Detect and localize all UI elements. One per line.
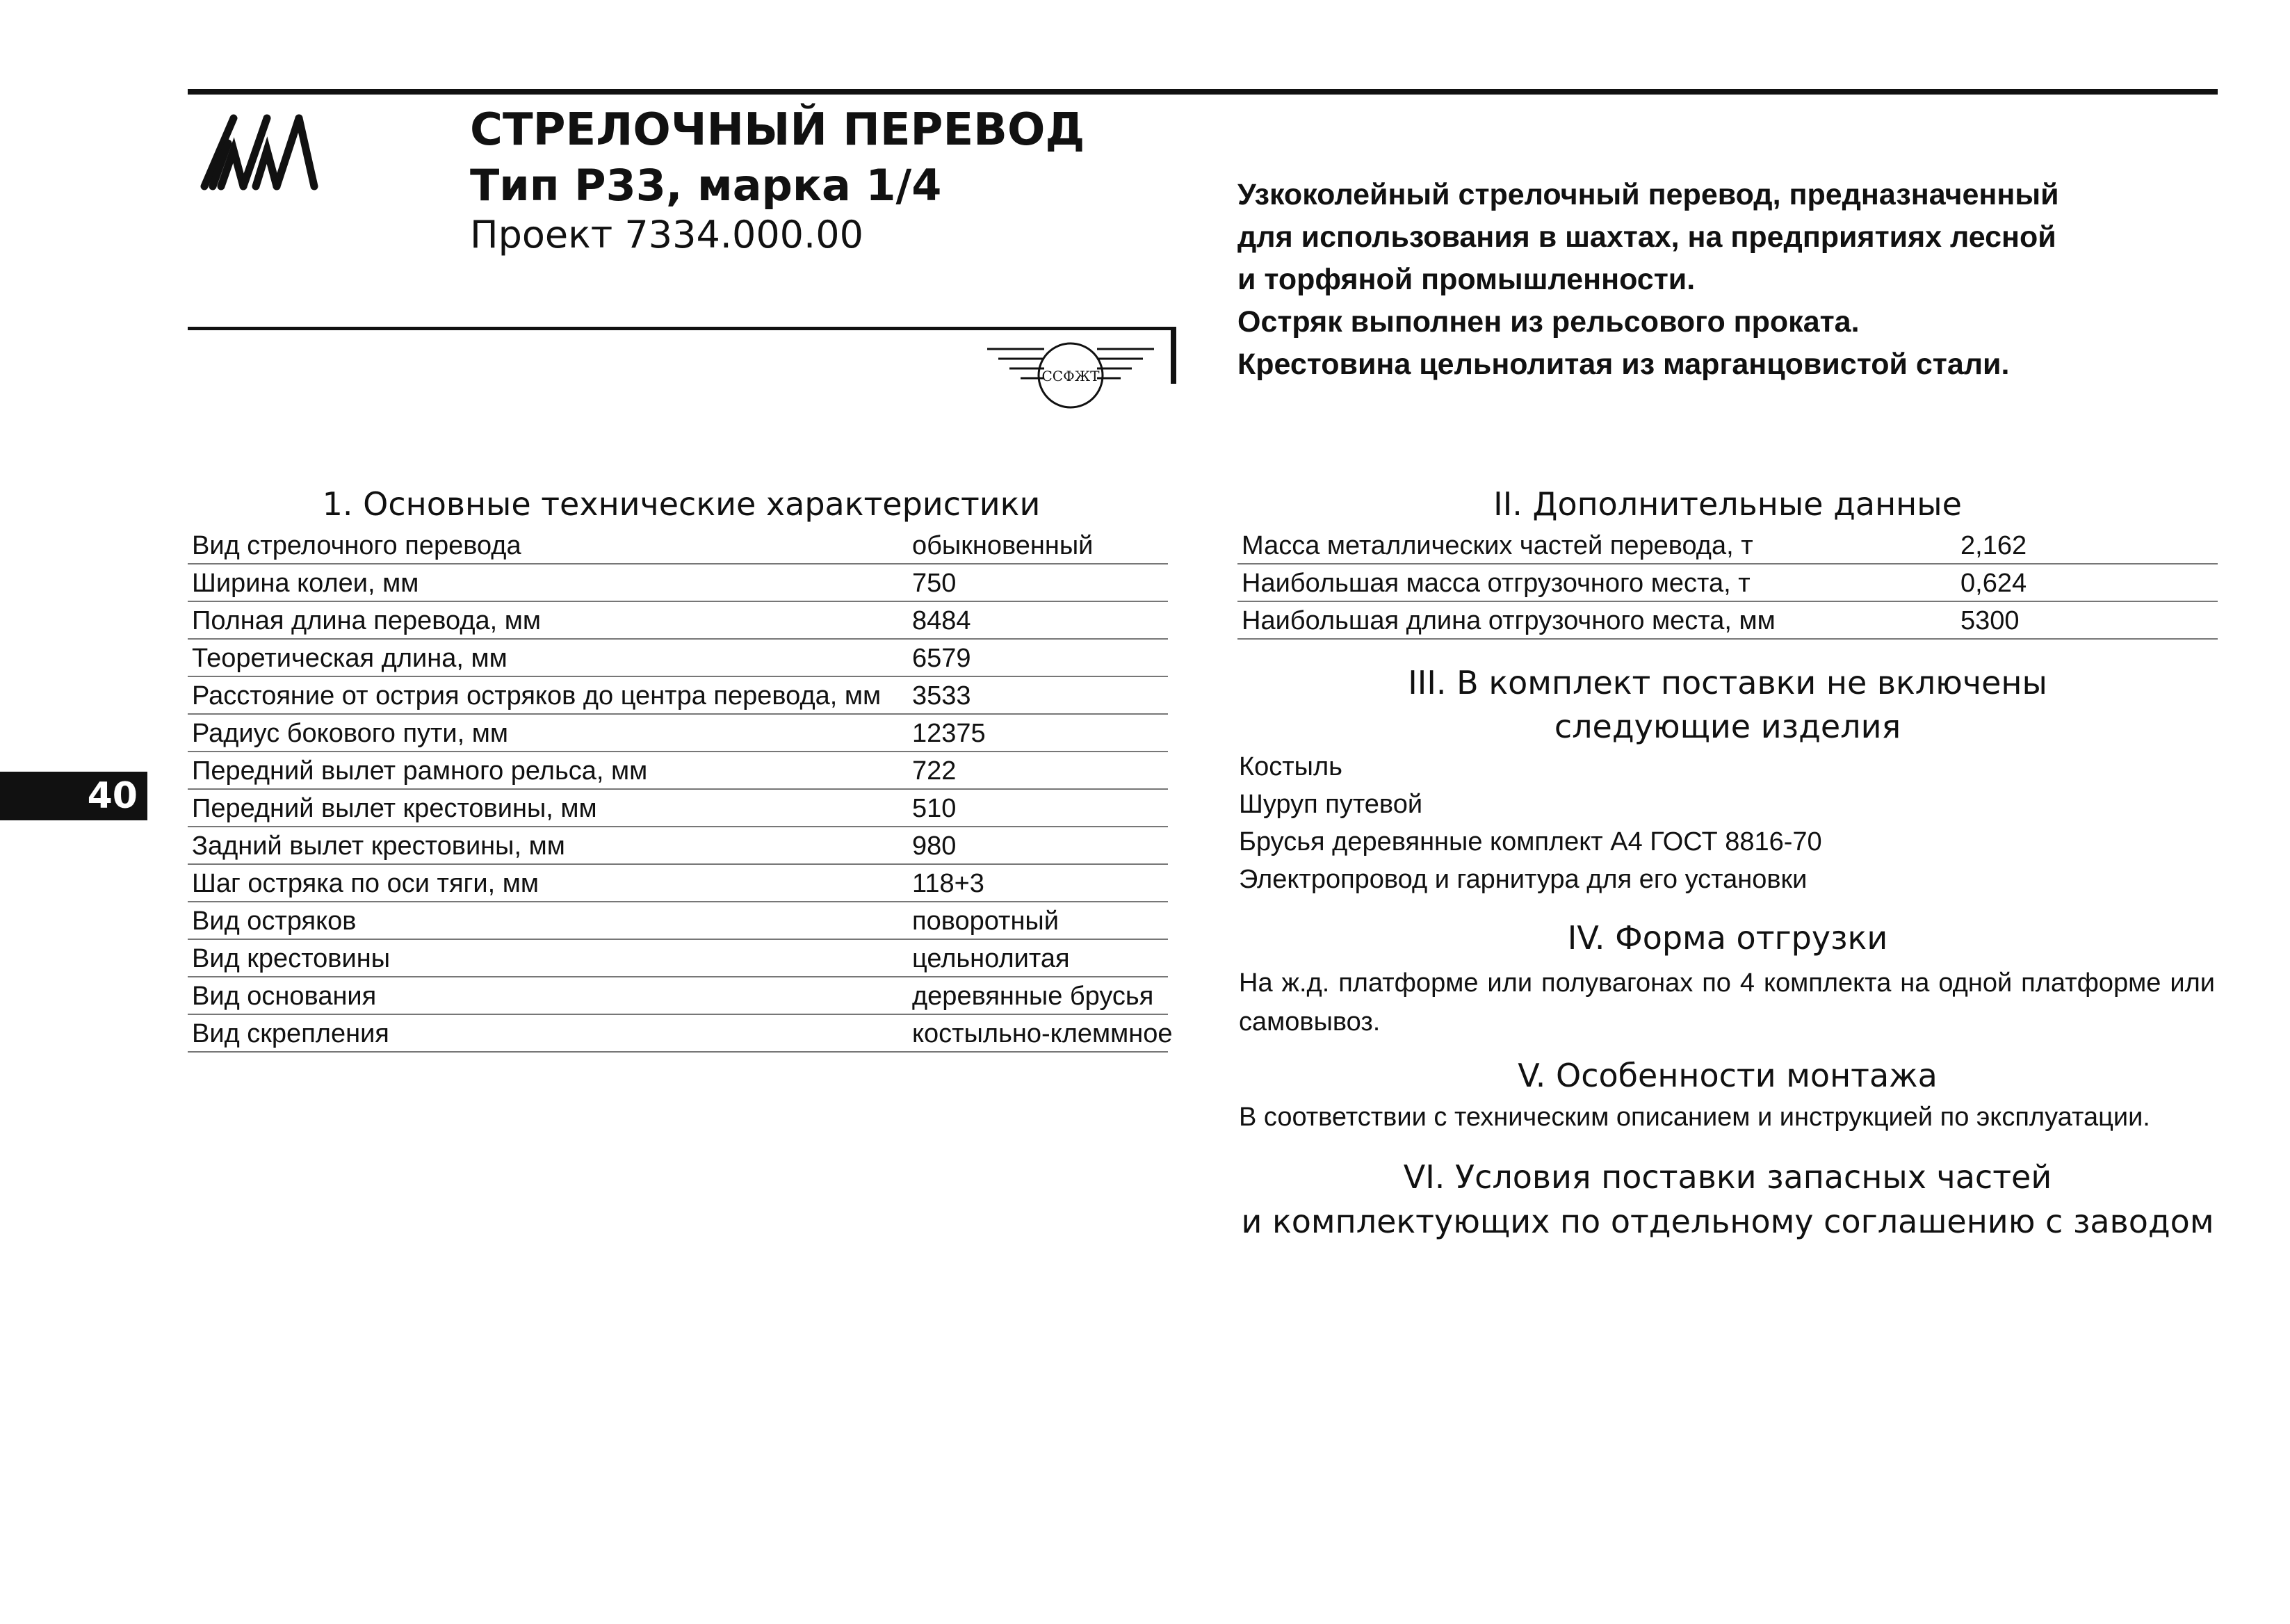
row-label: Вид скрепления — [192, 1019, 389, 1048]
description-line: Крестовина цельнолитая из марганцовистой стали. — [1237, 348, 2010, 381]
list-item: Шуруп путевой — [1239, 790, 1423, 819]
header-divider-end — [1171, 327, 1176, 384]
row-label: Передний вылет крестовины, мм — [192, 794, 597, 823]
parts-heading: VI. Условия поставки запасных частей — [1403, 1158, 2052, 1196]
page-title: СТРЕЛОЧНЫЙ ПЕРЕВОД — [470, 104, 1085, 156]
row-value: 750 — [912, 569, 957, 598]
table-row — [188, 602, 1168, 640]
row-label: Ширина колеи, мм — [192, 569, 419, 598]
row-label: Теоретическая длина, мм — [192, 644, 507, 673]
table-row — [188, 715, 1168, 752]
description-line: Остряк выполнен из рельсового проката. — [1237, 305, 1860, 339]
table-row — [188, 1015, 1173, 1053]
table-row — [188, 527, 1168, 565]
table-row — [1237, 602, 2218, 640]
company-logo-icon — [197, 108, 323, 192]
mounting-text: В соответствии с техническим описанием и инструкцией по эксплуатации. — [1239, 1103, 2150, 1132]
emblem-icon — [980, 334, 1161, 424]
row-label: Задний вылет крестовины, мм — [192, 831, 565, 861]
product-type: Тип Р33, марка 1/4 — [470, 160, 942, 211]
project-number: Проект 7334.000.00 — [470, 213, 863, 257]
description-line: Узкоколейный стрелочный перевод, предназначенный — [1237, 178, 2059, 211]
header-divider — [188, 327, 1175, 330]
mounting-heading: V. Особенности монтажа — [1518, 1057, 1938, 1094]
row-value: цельнолитая — [912, 944, 1070, 973]
row-label: Вид крестовины — [192, 944, 391, 973]
table-row — [1237, 565, 2218, 602]
row-label: Шаг остряка по оси тяги, мм — [192, 869, 539, 898]
table-row — [188, 827, 1168, 865]
row-label: Вид стрелочного перевода — [192, 531, 521, 560]
table-row — [188, 902, 1168, 940]
row-value: костыльно-клеммное — [912, 1019, 1173, 1048]
row-value: 510 — [912, 794, 957, 823]
description-line: и торфяной промышленности. — [1237, 263, 1696, 296]
row-value: 8484 — [912, 606, 971, 635]
table-row — [188, 790, 1168, 827]
row-value: обыкновенный — [912, 531, 1094, 560]
row-label: Наибольшая длина отгрузочного места, мм — [1242, 606, 1776, 635]
row-value: 722 — [912, 756, 957, 786]
table-row — [188, 940, 1168, 977]
table-row — [1237, 527, 2218, 565]
table-row — [188, 640, 1168, 677]
page-number: 40 — [0, 772, 147, 820]
table-row — [188, 865, 1168, 902]
excluded-list — [1239, 748, 1822, 898]
extra-heading: II. Дополнительные данные — [1493, 485, 1962, 523]
row-label: Радиус бокового пути, мм — [192, 719, 509, 748]
table-row — [188, 977, 1168, 1015]
top-rule — [188, 89, 2218, 95]
specs-table — [188, 527, 1173, 1053]
row-value: 118+3 — [912, 869, 984, 898]
excluded-heading-cont: следующие изделия — [1554, 708, 1901, 745]
table-row — [188, 565, 1168, 602]
extra-table — [1237, 527, 2218, 640]
row-label: Расстояние от острия остряков до центра перевода, мм — [192, 681, 882, 710]
row-label: Масса металлических частей перевода, т — [1242, 531, 1753, 560]
row-label: Вид основания — [192, 982, 377, 1011]
row-value: 0,624 — [1960, 569, 2027, 598]
shipping-heading: IV. Форма отгрузки — [1567, 919, 1888, 957]
row-value: 980 — [912, 831, 957, 861]
list-item: Электропровод и гарнитура для его установки — [1239, 865, 1808, 894]
row-label: Передний вылет рамного рельса, мм — [192, 756, 648, 786]
shipping-text: На ж.д. платформе или полувагонах по 4 комплекта на одной платформе или самовывоз. — [1239, 968, 2215, 1037]
emblem-label: ССФЖТ — [1041, 368, 1100, 384]
table-row — [188, 752, 1168, 790]
excluded-heading: III. В комплект поставки не включены — [1408, 664, 2047, 701]
row-value: 12375 — [912, 719, 986, 748]
product-description — [1237, 174, 2211, 386]
table-row — [188, 677, 1168, 715]
row-label: Полная длина перевода, мм — [192, 606, 541, 635]
parts-heading-cont: и комплектующих по отдельному соглашению с заводом — [1241, 1203, 2214, 1240]
row-value: поворотный — [912, 907, 1059, 936]
row-value: деревянные брусья — [912, 982, 1154, 1011]
row-value: 3533 — [912, 681, 971, 710]
row-value: 6579 — [912, 644, 971, 673]
description-line: для использования в шахтах, на предприятиях лесной — [1237, 220, 2056, 254]
list-item: Брусья деревянные комплект А4 ГОСТ 8816-70 — [1239, 827, 1822, 856]
row-label: Вид остряков — [192, 907, 357, 936]
specs-heading: 1. Основные технические характеристики — [322, 485, 1041, 523]
row-value: 5300 — [1960, 606, 2020, 635]
row-label: Наибольшая масса отгрузочного места, т — [1242, 569, 1751, 598]
row-value: 2,162 — [1960, 531, 2027, 560]
list-item: Костыль — [1239, 752, 1342, 781]
